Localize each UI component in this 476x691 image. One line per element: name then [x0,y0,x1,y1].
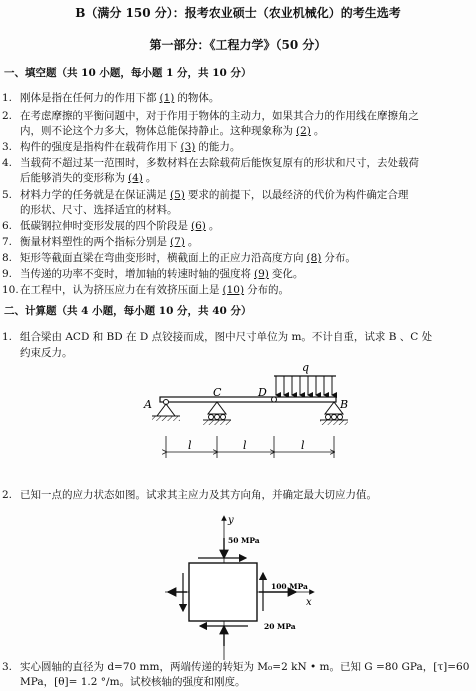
support-a [152,400,180,422]
item-text: 刚体是指在任何力的作用下都 [20,92,157,104]
item-text: 当传递的功率不变时，增加轴的转速时轴的强度将 [20,268,251,280]
fill-item-6 [2,219,219,233]
answer-blank: (7) [170,236,185,248]
calc-question-1 [2,330,432,344]
answer-blank: (5) [170,189,185,201]
item-text: 要求的前提下，以最经济的代价为构件确定合理 [187,189,409,201]
item-text: 内，则不论这个力多大，物体总能保持静止。这种现象称为 [20,125,293,137]
x-axis-label: x [306,597,312,608]
hinge-d [272,397,277,402]
answer-blank: (3) [180,141,196,153]
fill-item-2-cont [2,124,324,138]
answer-blank: (10) [222,284,245,296]
stress-label-20: 20 MPa [264,622,296,631]
item-number: 3. [2,661,13,673]
item-text: 的能力。 [198,141,241,153]
support-c [203,402,231,425]
dim-label-3: l [301,439,305,452]
question-text: 已知一点的应力状态如图。试求其主应力及其方向角，并确定最大切应力值。 [20,489,377,501]
fill-item-4 [2,156,419,170]
beam-figure [0,362,476,462]
fill-item-1 [2,91,219,105]
stress-label-50: 50 MPa [228,536,260,545]
answer-blank: (1) [159,92,175,104]
item-text: 变化。 [271,268,304,280]
fill-item-10 [2,283,289,297]
stress-label-100: 100 MPa [271,582,308,591]
fill-item-3 [2,140,240,154]
fill-item-9 [2,267,303,281]
fill-item-5-cont [2,203,178,217]
point-d-label: D [258,386,267,399]
item-text: 低碳钢拉伸时变形发展的四个阶段是 [20,220,188,232]
part-title: 第一部分：《工程力学》（50 分） [149,38,327,52]
y-axis-label: y [228,515,234,526]
load-label: q [302,361,310,374]
calc-question-1-cont: 约束反力。 [20,347,73,359]
item-text: 在考虑摩擦的平衡问题中，对于作用于物体的主动力，如果其合力的作用线在摩擦角之 [20,110,419,122]
item-number: 1. [2,331,13,343]
item-text: 后能够消失的变形称为 [20,172,125,184]
distributed-load-arrows [276,376,332,395]
item-number: 6. [2,220,13,232]
item-text: 。 [208,220,220,232]
fill-item-8 [2,251,356,265]
fill-item-5 [2,188,408,202]
item-number: 9. [2,268,13,280]
point-b-label: B [340,398,349,411]
fill-item-2 [2,109,419,123]
item-text: 。 [145,172,157,184]
item-text: 在工程中，认为挤压应力在有效挤压面上是 [20,284,220,296]
calc-question-3-cont: MPa，[θ]= 1.2 °/m。试校核轴的强度和刚度。 [20,676,246,688]
item-text: 分布。 [324,252,356,264]
answer-blank: (4) [128,172,143,184]
question-text: 实心圆轴的直径为 d=70 mm，两端传递的转矩为 M₀=2 kN • m。已知 G =80 GPa，[τ]=60 [20,661,470,673]
answer-blank: (2) [296,125,311,137]
item-text: 材料力学的任务就是在保证满足 [20,189,167,201]
answer-blank: (8) [306,252,322,264]
section2-heading: 二、计算题（共 4 小题，每小题 10 分，共 40 分） [4,305,252,317]
item-text: 矩形等截面直梁在弯曲变形时，横截面上的正应力沿高度方向 [20,252,304,264]
item-number: 1. [2,92,13,104]
item-text: 分布的。 [247,284,290,296]
item-text: 构件的强度是指构件在载荷作用下 [20,141,178,153]
calc-question-2 [2,488,377,502]
item-text: 衡量材料塑性的两个指标分别是 [20,236,167,248]
section1-heading: 一、填空题（共 10 小题，每小题 1 分，共 10 分） [4,67,252,79]
fill-item-7 [2,235,198,249]
answer-blank: (9) [254,268,269,280]
calc-question-3 [2,660,469,674]
dim-label-1: l [188,439,192,452]
beam [160,397,336,402]
question-text: 组合梁由 ACD 和 BD 在 D 点铰接而成，图中尺寸单位为 m。不计自重，试求 B 、C 处 [20,331,433,343]
fill-item-4-cont [2,171,156,185]
item-text: 。 [313,125,325,137]
item-text: 当载荷不超过某一范围时，多数材料在去除载荷后能恢复原有的形状和尺寸，去处载荷 [20,157,419,169]
item-number: 10. [2,284,19,296]
item-text: 的物体。 [177,92,220,104]
item-number: 8. [2,252,13,264]
item-number: 2. [2,489,13,501]
item-number: 3. [2,141,13,153]
item-number: 7. [2,236,13,248]
exam-title: B（满分 150 分）：报考农业硕士（农业机械化）的考生选考 [75,6,401,20]
dim-label-2: l [243,439,247,452]
answer-blank: (6) [191,220,206,232]
point-a-label: A [144,398,152,411]
stress-element-figure [0,510,476,660]
point-c-label: C [213,386,222,399]
item-number: 4. [2,157,13,169]
item-text: 。 [187,236,199,248]
item-text: 的形状、尺寸、选择适宜的材料。 [20,204,178,216]
stress-element [189,563,257,621]
item-number: 5. [2,189,13,201]
item-number: 2. [2,110,13,122]
